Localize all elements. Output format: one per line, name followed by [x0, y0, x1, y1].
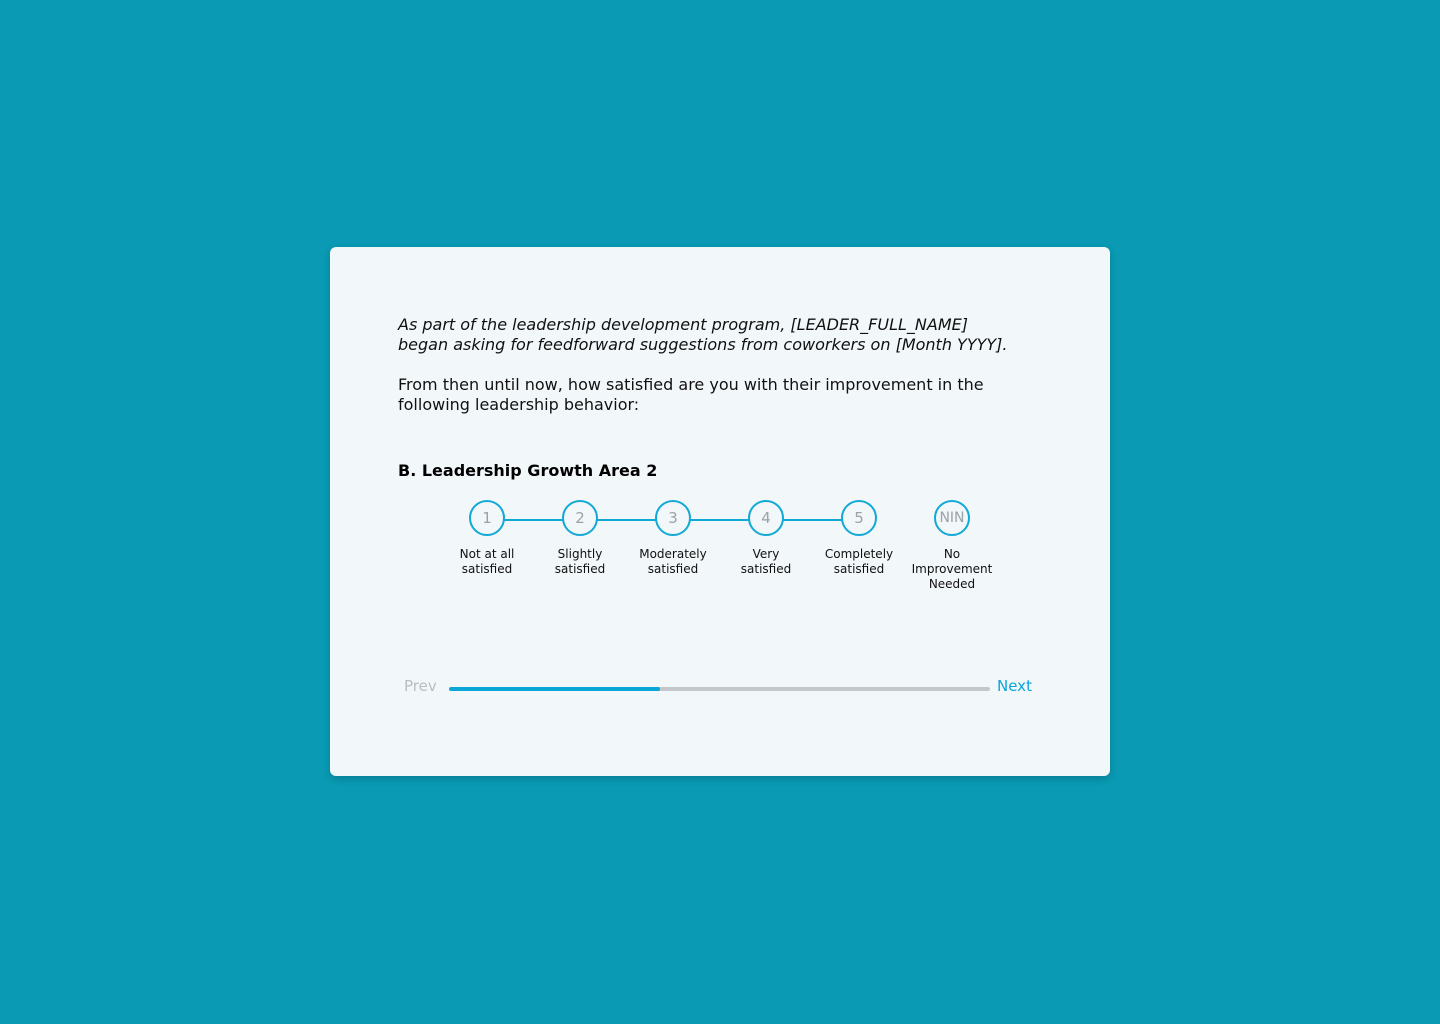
progress-bar-fill — [449, 687, 660, 691]
progress-bar — [449, 687, 990, 691]
rating-label-nin: No Improvement Needed — [911, 547, 993, 591]
rating-button-4[interactable]: 4 — [748, 500, 784, 536]
rating-button-2[interactable]: 2 — [562, 500, 598, 536]
question-line-2: following leadership behavior: — [398, 395, 640, 414]
question-line-1: From then until now, how satisfied are you with their improvement in the — [398, 375, 984, 394]
growth-area-title: B. Leadership Growth Area 2 — [398, 461, 658, 480]
rating-option-4[interactable] — [716, 500, 816, 577]
rating-label-3: Moderately satisfied — [639, 547, 707, 576]
survey-card — [330, 247, 1110, 776]
rating-option-2[interactable] — [530, 500, 630, 577]
rating-label-1: Not at all satisfied — [459, 547, 515, 576]
rating-button-1[interactable]: 1 — [469, 500, 505, 536]
rating-button-5[interactable]: 5 — [841, 500, 877, 536]
intro-text — [398, 315, 1048, 355]
rating-option-5[interactable] — [809, 500, 909, 577]
intro-line-2: began asking for feedforward suggestions from coworkers on [Month YYYY]. — [398, 335, 1008, 354]
rating-option-1[interactable] — [437, 500, 537, 577]
rating-button-nin[interactable]: NIN — [934, 500, 970, 536]
intro-line-1: As part of the leadership development program, [LEADER_FULL_NAME] — [398, 315, 968, 334]
prev-button[interactable]: Prev — [404, 677, 437, 695]
next-button[interactable]: Next — [997, 677, 1032, 695]
question-text — [398, 375, 1038, 415]
rating-button-3[interactable]: 3 — [655, 500, 691, 536]
rating-label-4: Very satisfied — [740, 547, 792, 576]
rating-label-5: Completely satisfied — [824, 547, 894, 576]
rating-option-nin[interactable] — [902, 500, 1002, 592]
rating-option-3[interactable] — [623, 500, 723, 577]
rating-label-2: Slightly satisfied — [554, 547, 606, 576]
